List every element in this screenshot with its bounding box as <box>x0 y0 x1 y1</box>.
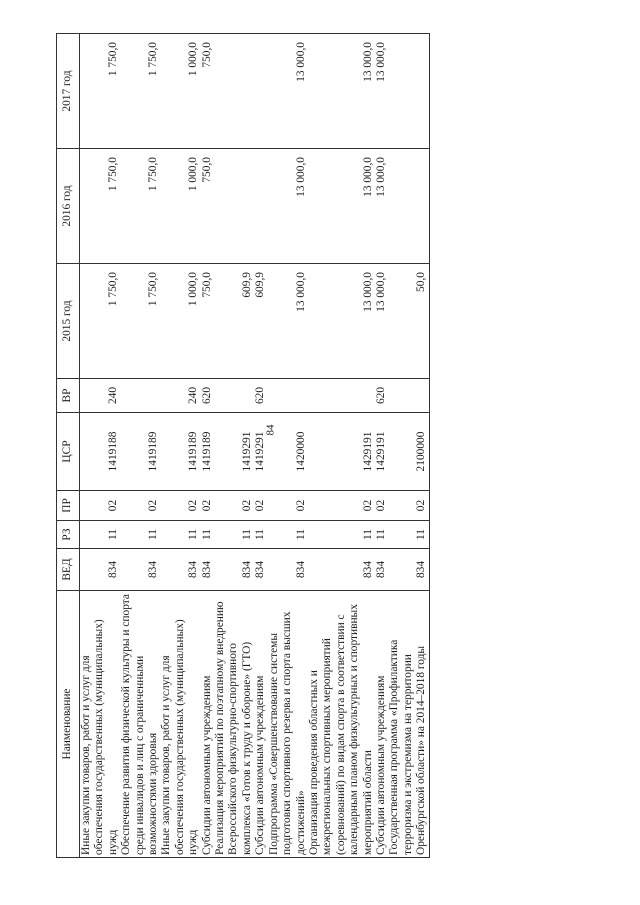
row-ved: 834 <box>201 549 214 591</box>
row-2017 <box>214 34 254 149</box>
row-ved: 834 <box>254 549 267 591</box>
rotated-page-content <box>56 33 526 858</box>
row-2015: 13 000,0 <box>268 264 308 379</box>
row-pr: 02 <box>254 491 267 521</box>
row-rz: 11 <box>268 521 308 549</box>
row-csr: 1419189 <box>160 413 200 491</box>
row-rz: 11 <box>120 521 160 549</box>
row-2016: 13 000,0 <box>308 149 375 264</box>
row-2016 <box>388 149 429 264</box>
row-pr: 02 <box>80 491 121 521</box>
row-2017: 1 000,0 <box>160 34 200 149</box>
row-pr: 02 <box>214 491 254 521</box>
row-csr: 1429191 <box>375 413 388 491</box>
row-rz: 11 <box>160 521 200 549</box>
row-pr: 02 <box>201 491 214 521</box>
row-2015: 50,0 <box>388 264 429 379</box>
row-csr: 1419291 <box>254 413 267 491</box>
row-pr: 02 <box>160 491 200 521</box>
row-2015: 609,9 <box>254 264 267 379</box>
row-2015: 13 000,0 <box>308 264 375 379</box>
row-2016 <box>214 149 254 264</box>
row-ved: 834 <box>80 549 121 591</box>
row-vr: 240 <box>80 379 121 413</box>
row-vr <box>268 379 308 413</box>
row-csr: 1419188 <box>80 413 121 491</box>
row-2015: 750,0 <box>201 264 214 379</box>
row-name: Реализация мероприятий по поэтапному внедрению Всероссийского физкультурно-спортивного комплекса «Готов к труду и обороне» (ГТО) <box>214 591 254 858</box>
row-vr <box>388 379 429 413</box>
header-csr: ЦСР <box>57 413 80 491</box>
row-rz: 11 <box>388 521 429 549</box>
row-rz: 11 <box>375 521 388 549</box>
row-vr <box>308 379 375 413</box>
table-row <box>375 34 388 858</box>
header-row <box>57 34 80 858</box>
row-2016 <box>254 149 267 264</box>
row-ved: 834 <box>120 549 160 591</box>
row-2017: 13 000,0 <box>268 34 308 149</box>
row-2016: 750,0 <box>201 149 214 264</box>
table-row <box>268 34 308 858</box>
header-2017: 2017 год <box>57 34 80 149</box>
row-vr: 620 <box>375 379 388 413</box>
row-2017 <box>254 34 267 149</box>
table-row <box>308 34 375 858</box>
table-row <box>120 34 160 858</box>
row-ved: 834 <box>375 549 388 591</box>
row-2015: 1 750,0 <box>80 264 121 379</box>
row-pr: 02 <box>375 491 388 521</box>
row-vr: 240 <box>160 379 200 413</box>
row-vr <box>120 379 160 413</box>
header-ved: ВЕД <box>57 549 80 591</box>
row-vr: 620 <box>254 379 267 413</box>
table-row <box>80 34 121 858</box>
row-ved: 834 <box>160 549 200 591</box>
row-pr: 02 <box>268 491 308 521</box>
row-name: Иные закупки товаров, работ и услуг для обеспечения государственных (муниципальных) нужд <box>160 591 200 858</box>
row-csr: 1429191 <box>308 413 375 491</box>
table-header <box>57 34 80 858</box>
row-ved: 834 <box>308 549 375 591</box>
row-2016: 1 750,0 <box>120 149 160 264</box>
header-vr: ВР <box>57 379 80 413</box>
header-rz: РЗ <box>57 521 80 549</box>
row-rz: 11 <box>214 521 254 549</box>
page-number: 84 <box>264 424 277 436</box>
row-name: Субсидии автономным учреждениям <box>201 591 214 858</box>
row-csr: 1419291 <box>214 413 254 491</box>
row-2016: 13 000,0 <box>375 149 388 264</box>
row-2017: 1 750,0 <box>80 34 121 149</box>
row-2015: 13 000,0 <box>375 264 388 379</box>
row-vr <box>214 379 254 413</box>
row-csr: 1419189 <box>201 413 214 491</box>
table-row <box>201 34 214 858</box>
table-row <box>160 34 200 858</box>
row-name: Иные закупки товаров, работ и услуг для обеспечения государственных (муниципальных) нужд <box>80 591 121 858</box>
table-row <box>254 34 267 858</box>
row-name: Организация проведения областных и межрегиональных спортивных мероприятий (соревнований) по видам спорта в соответствии с календарным планом физкультурных и спортивных мероприятий области <box>308 591 375 858</box>
row-2016: 1 000,0 <box>160 149 200 264</box>
row-2016: 1 750,0 <box>80 149 121 264</box>
row-vr: 620 <box>201 379 214 413</box>
row-2017 <box>388 34 429 149</box>
row-csr: 1420000 <box>268 413 308 491</box>
row-pr: 02 <box>120 491 160 521</box>
row-2017: 13 000,0 <box>308 34 375 149</box>
row-name: Субсидии автономным учреждениям <box>254 591 267 858</box>
row-name: Субсидии автономным учреждениям <box>375 591 388 858</box>
row-csr: 1419189 <box>120 413 160 491</box>
row-2015: 1 000,0 <box>160 264 200 379</box>
row-rz: 11 <box>308 521 375 549</box>
header-name: Наименование <box>57 591 80 858</box>
header-pr: ПР <box>57 491 80 521</box>
row-2015: 1 750,0 <box>120 264 160 379</box>
row-2017: 750,0 <box>201 34 214 149</box>
row-rz: 11 <box>254 521 267 549</box>
table-row <box>214 34 254 858</box>
row-csr: 2100000 <box>388 413 429 491</box>
header-2016: 2016 год <box>57 149 80 264</box>
row-2016: 13 000,0 <box>268 149 308 264</box>
row-name: Подпрограмма «Совершенствование системы подготовки спортивного резерва и спорта высших достижений» <box>268 591 308 858</box>
row-2015: 609,9 <box>214 264 254 379</box>
row-2017: 13 000,0 <box>375 34 388 149</box>
header-2015: 2015 год <box>57 264 80 379</box>
row-2017: 1 750,0 <box>120 34 160 149</box>
row-ved: 834 <box>214 549 254 591</box>
row-rz: 11 <box>80 521 121 549</box>
row-rz: 11 <box>201 521 214 549</box>
budget-table <box>56 33 430 858</box>
row-pr: 02 <box>308 491 375 521</box>
row-ved: 834 <box>268 549 308 591</box>
row-name: Государственная программа «Профилактика терроризма и экстремизма на территории Оренбургской области» на 2014–2018 годы <box>388 591 429 858</box>
row-ved: 834 <box>388 549 429 591</box>
row-name: Обеспечение развития физической культуры и спорта среди инвалидов и лиц с ограниченными возможностями здоровья <box>120 591 160 858</box>
row-pr: 02 <box>388 491 429 521</box>
table-body <box>80 34 430 858</box>
table-row <box>388 34 429 858</box>
